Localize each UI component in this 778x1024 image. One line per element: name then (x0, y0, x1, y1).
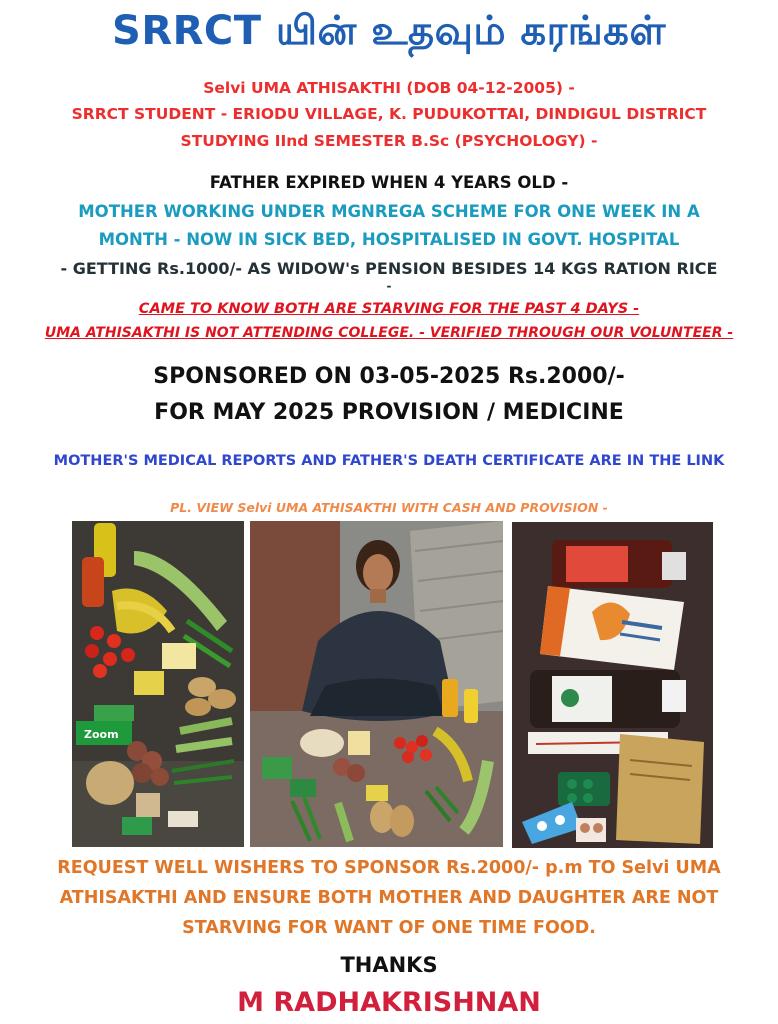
provisions-photo (72, 521, 244, 847)
mother-line-2: MONTH - NOW IN SICK BED, HOSPITALISED IN GOVT. HOSPITAL (98, 230, 680, 249)
photo-caption: PL. VIEW Selvi UMA ATHISAKTHI WITH CASH AND PROVISION - (170, 500, 608, 515)
request-line-2: ATHISAKTHI AND ENSURE BOTH MOTHER AND DAUGHTER ARE NOT (59, 888, 719, 908)
pension-line: - GETTING Rs.1000/- AS WIDOW's PENSION BESIDES 14 KGS RATION RICE (60, 259, 718, 278)
request-line-3: STARVING FOR WANT OF ONE TIME FOOD. (182, 918, 596, 938)
intro-line-1: Selvi UMA ATHISAKTHI (DOB 04-12-2005) - (203, 79, 575, 97)
father-line: FATHER EXPIRED WHEN 4 YEARS OLD - (209, 173, 569, 192)
request-line-1: REQUEST WELL WISHERS TO SPONSOR Rs.2000/- p.m TO Selvi UMA (57, 858, 721, 878)
page-title: SRRCT யின் உதவும் கரங்கள் (112, 8, 666, 54)
intro-line-2: SRRCT STUDENT - ERIODU VILLAGE, K. PUDUKOTTAI, DINDIGUL DISTRICT (71, 105, 707, 123)
signature: M RADHAKRISHNAN (237, 987, 541, 1018)
intro-line-3: STUDYING IInd SEMESTER B.Sc (PSYCHOLOGY) - (180, 132, 598, 150)
alert-line-2: UMA ATHISAKTHI IS NOT ATTENDING COLLEGE. - VERIFIED THROUGH OUR VOLUNTEER - (44, 325, 734, 341)
reports-link-text: MOTHER'S MEDICAL REPORTS AND FATHER'S DEATH CERTIFICATE ARE IN THE LINK (53, 453, 725, 469)
student-photo (250, 521, 503, 847)
alert-line-1: CAME TO KNOW BOTH ARE STARVING FOR THE PAST 4 DAYS - (138, 301, 640, 317)
pension-dash: - (386, 279, 392, 293)
sponsor-line-1: SPONSORED ON 03-05-2025 Rs.2000/- (153, 364, 625, 389)
medicine-photo (512, 522, 713, 848)
sponsor-line-2: FOR MAY 2025 PROVISION / MEDICINE (154, 400, 624, 425)
zoom-pack-label: Zoom (84, 728, 119, 741)
mother-line-1: MOTHER WORKING UNDER MGNREGA SCHEME FOR ONE WEEK IN A (78, 202, 700, 221)
thanks-text: THANKS (340, 953, 438, 977)
